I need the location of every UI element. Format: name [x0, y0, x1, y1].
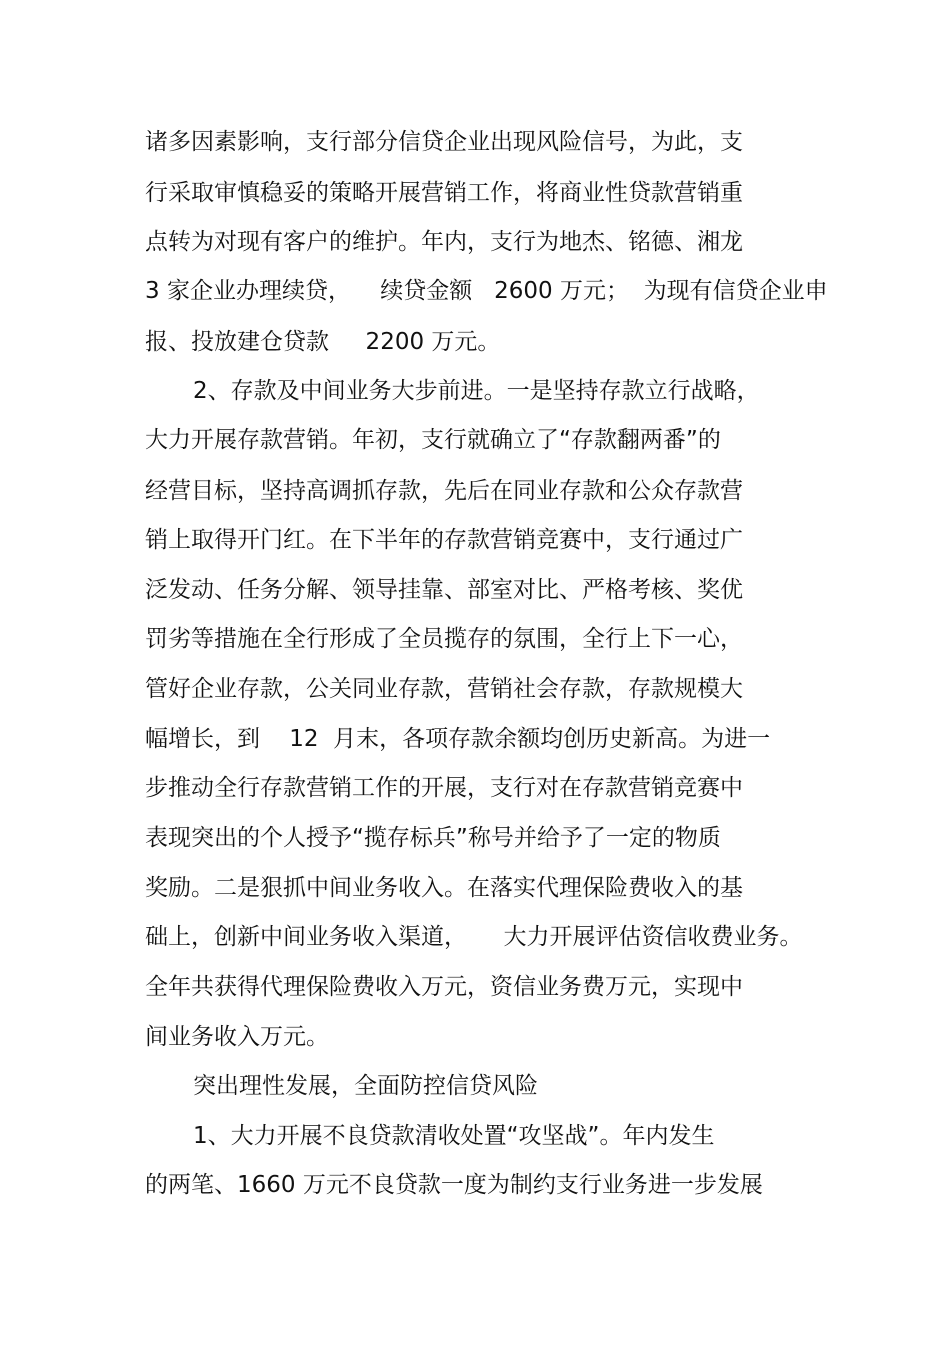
text-line-4: 3 家企业办理续贷， 续贷金额 2600 万元； 为现有信贷企业申 [145, 278, 828, 304]
text-line-1: 诸多因素影响，支行部分信贷企业出现风险信号，为此，支 [145, 129, 743, 155]
text-line-5: 报、投放建仓贷款 2200 万元。 [145, 329, 501, 355]
paragraph-start-1: 1、大力开展不良贷款清收处置“攻坚战”。年内发生 [193, 1123, 715, 1149]
text-line-14: 步推动全行存款营销工作的开展，支行对在存款营销竞赛中 [145, 775, 743, 801]
text-line-8: 经营目标，坚持高调抓存款，先后在同业存款和公众存款营 [145, 478, 743, 504]
text-line-2: 行采取审慎稳妥的策略开展营销工作，将商业性贷款营销重 [145, 180, 743, 206]
text-line-16: 奖励。二是狠抓中间业务收入。在落实代理保险费收入的基 [145, 875, 743, 901]
text-line-15: 表现突出的个人授予“揽存标兵”称号并给予了一定的物质 [145, 825, 721, 851]
text-line-7: 大力开展存款营销。年初，支行就确立了“存款翻两番”的 [145, 427, 721, 453]
paragraph-start-2: 2、存款及中间业务大步前进。一是坚持存款立行战略， [193, 378, 760, 404]
text-line-10: 泛发动、任务分解、领导挂靠、部室对比、严格考核、奖优 [145, 577, 743, 603]
text-line-9: 销上取得开门红。在下半年的存款营销竞赛中，支行通过广 [145, 527, 743, 553]
text-line-3: 点转为对现有客户的维护。年内，支行为地杰、铭德、湘龙 [145, 229, 743, 255]
text-line-18: 全年共获得代理保险费收入万元，资信业务费万元，实现中 [145, 974, 743, 1000]
text-line-11: 罚劣等措施在全行形成了全员揽存的氛围，全行上下一心， [145, 626, 743, 652]
text-line-19: 间业务收入万元。 [145, 1024, 329, 1050]
text-line-13: 幅增长，到 12 月末，各项存款余额均创历史新高。为进一 [145, 726, 771, 752]
text-line-17: 础上，创新中间业务收入渠道， 大力开展评估资信收费业务。 [145, 924, 803, 950]
section-heading: 突出理性发展，全面防控信贷风险 [193, 1073, 538, 1099]
text-line-12: 管好企业存款，公关同业存款，营销社会存款，存款规模大 [145, 676, 743, 702]
text-line-22: 的两笔、1660 万元不良贷款一度为制约支行业务进一步发展 [145, 1172, 763, 1198]
